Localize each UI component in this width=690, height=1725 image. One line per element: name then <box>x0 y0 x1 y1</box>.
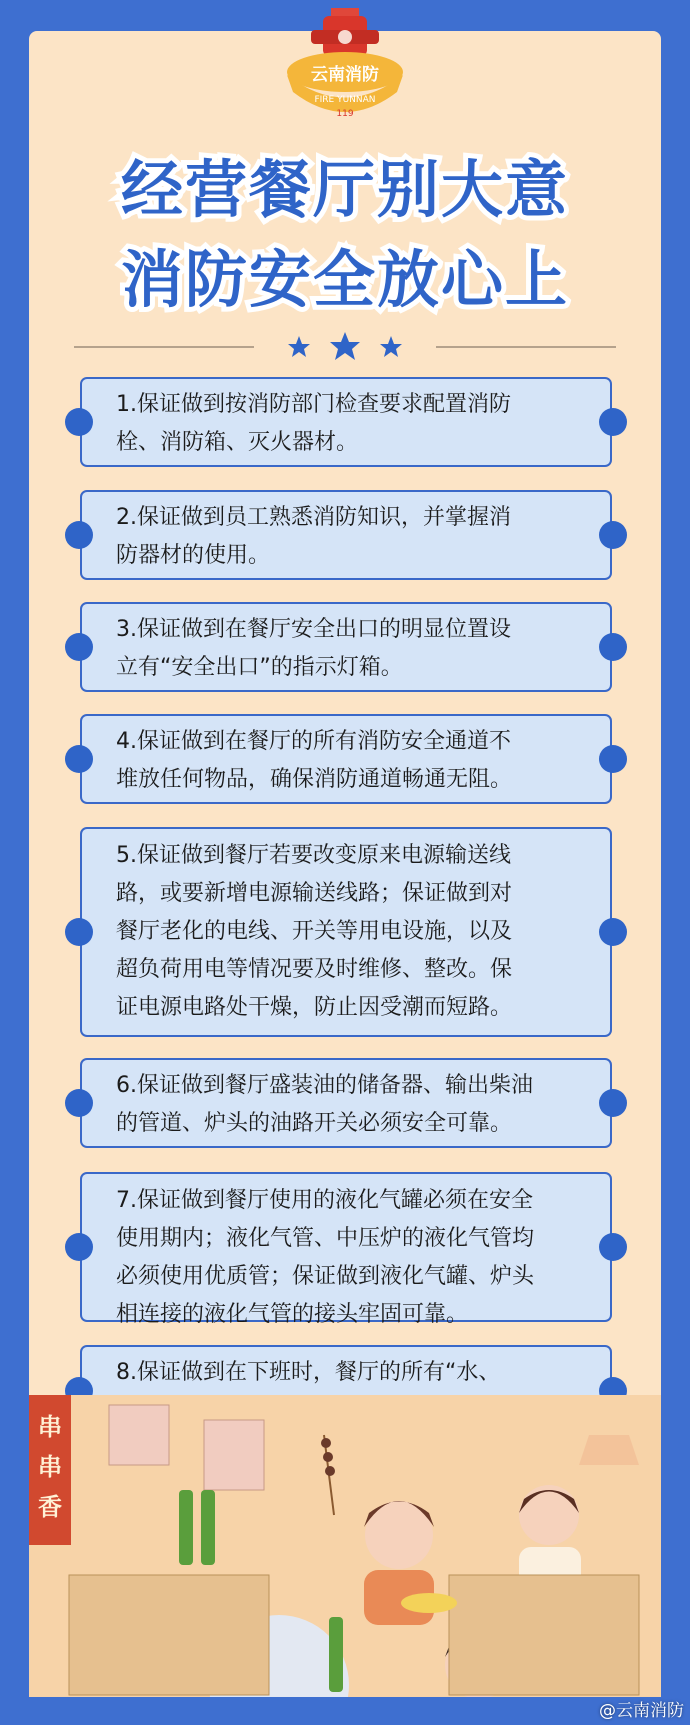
tip-text: 4.保证做到在餐厅的所有消防安全通道不 堆放任何物品，确保消防通道畅通无阻。 <box>116 729 513 792</box>
person-child-head <box>519 1485 579 1545</box>
tip-text: 2.保证做到员工熟悉消防知识，并掌握消 防器材的使用。 <box>116 505 511 568</box>
tip-text: 5.保证做到餐厅若要改变原来电源输送线 路，或要新增电源输送线路；保证做到对 餐厅老化的电线、开关等用电设施，以及 超负荷用电等情况要及时维修、整改。保 证电源电路处干燥，防止因受潮而短路。 <box>116 843 513 1020</box>
fish-picture-icon <box>204 1420 264 1490</box>
star-icon <box>288 336 310 357</box>
fish-picture-icon <box>109 1405 169 1465</box>
bullet-dot-icon <box>599 1233 627 1261</box>
bottle-icon <box>329 1617 343 1692</box>
logo-number: 119 <box>336 109 354 119</box>
lamp-icon <box>579 1435 639 1465</box>
sign-char-1: 串 <box>38 1413 62 1441</box>
bottle-icon <box>179 1490 193 1565</box>
tip-text: 6.保证做到餐厅盛装油的储备器、输出柴油 的管道、炉头的油路开关必须安全可靠。 <box>116 1073 533 1136</box>
bullet-dot-icon <box>65 1089 93 1117</box>
tip-card-2 <box>80 490 612 580</box>
bullet-dot-icon <box>65 745 93 773</box>
tip-text: 8.保证做到在下班时，餐厅的所有“水、 <box>116 1360 501 1385</box>
headline-line-2: 消防安全放心上 <box>120 243 569 316</box>
tip-card-3 <box>80 602 612 692</box>
star-icon <box>330 332 360 360</box>
bullet-dot-icon <box>599 1089 627 1117</box>
tip-text: 1.保证做到按消防部门检查要求配置消防 栓、消防箱、灭火器材。 <box>116 392 511 455</box>
tip-card-4 <box>80 714 612 804</box>
bullet-dot-icon <box>65 633 93 661</box>
table-icon <box>69 1575 269 1695</box>
tip-card-1 <box>80 377 612 467</box>
logo-subtitle: FIRE YUNNAN <box>314 95 376 105</box>
bullet-dot-icon <box>599 521 627 549</box>
bullet-dot-icon <box>65 918 93 946</box>
bullet-dot-icon <box>599 918 627 946</box>
bullet-dot-icon <box>599 745 627 773</box>
bullet-dot-icon <box>599 408 627 436</box>
star-icon <box>380 336 402 357</box>
bottle-icon <box>201 1490 215 1565</box>
tip-text: 3.保证做到在餐厅安全出口的明显位置设 立有“安全出口”的指示灯箱。 <box>116 617 511 680</box>
restaurant-illustration <box>29 1395 661 1697</box>
star-divider <box>74 332 616 362</box>
tip-card-6 <box>80 1058 612 1148</box>
sign-char-2: 串 <box>38 1453 62 1481</box>
hydrant-cap-icon <box>331 8 359 16</box>
logo-name: 云南消防 <box>311 65 379 85</box>
bullet-dot-icon <box>65 521 93 549</box>
tip-text: 7.保证做到餐厅使用的液化气罐必须在安全 使用期内；液化气管、中压炉的液化气管均 必须使用优质管；保证做到液化气罐、炉头 相连接的液化气管的接头牢固可靠。 <box>116 1188 535 1327</box>
tip-card-7 <box>80 1172 612 1327</box>
headline-line-1: 经营餐厅别大意 <box>120 153 569 226</box>
bowl-icon <box>401 1593 457 1613</box>
bullet-dot-icon <box>65 408 93 436</box>
bullet-dot-icon <box>599 633 627 661</box>
table-icon <box>449 1575 639 1695</box>
fire-hydrant-logo <box>275 0 415 130</box>
tip-card-5 <box>80 827 612 1037</box>
weibo-watermark: @云南消防 <box>599 1701 684 1721</box>
sign-char-3: 香 <box>38 1493 62 1521</box>
bullet-dot-icon <box>65 1233 93 1261</box>
